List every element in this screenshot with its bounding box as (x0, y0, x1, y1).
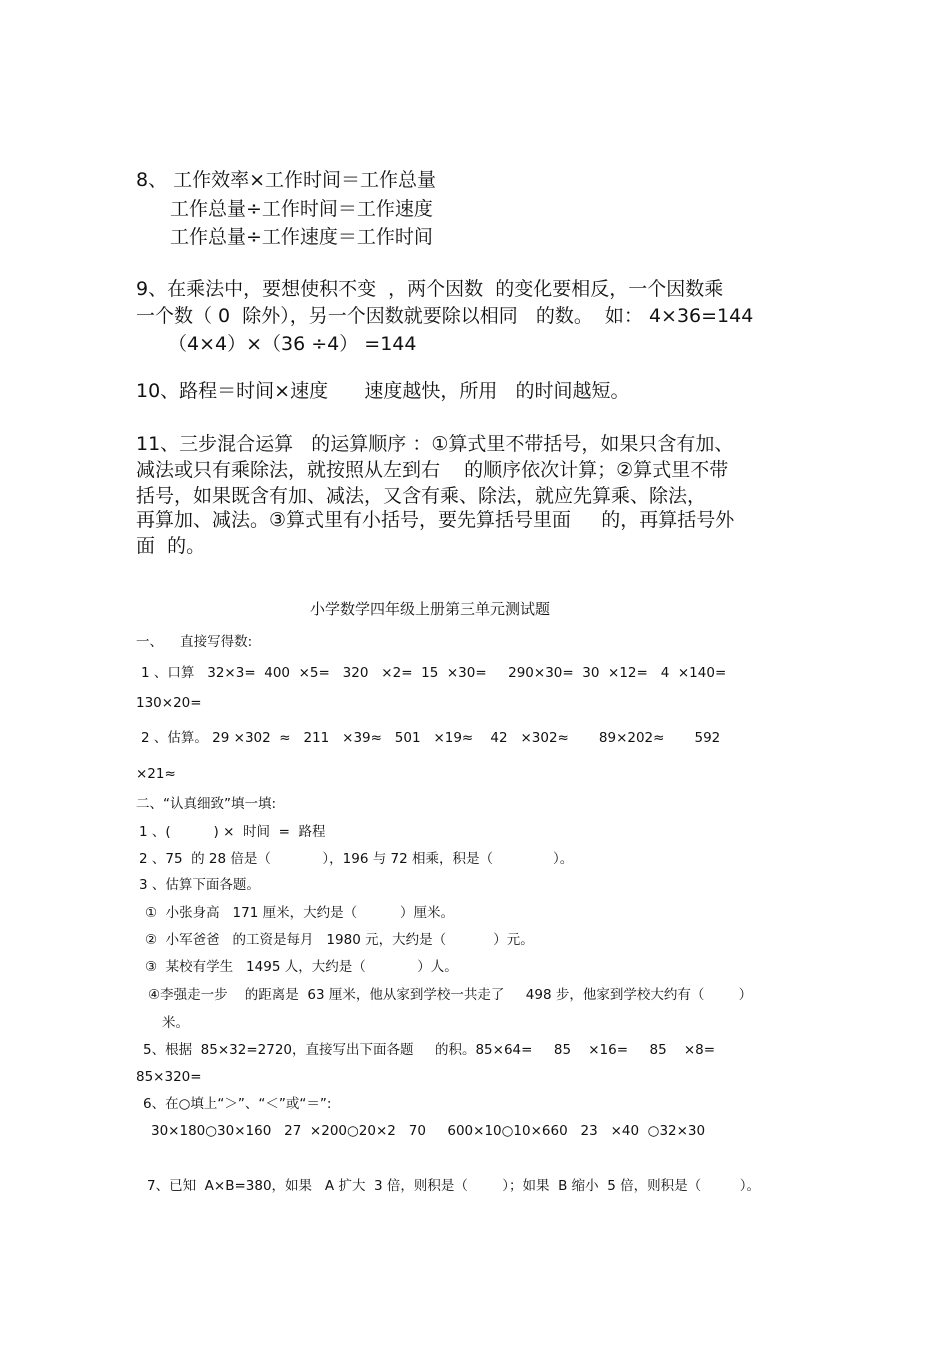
fill-5-line-2: 85×320= (136, 1069, 202, 1085)
fill-5-line-1: 5、根据 85×32=2720，直接写出下面各题 的积。85×64= 85 ×16= 85 ×8= (143, 1042, 716, 1058)
test-title: 小学数学四年级上册第三单元测试题 (310, 600, 551, 618)
fill-3-c: ③ 某校有学生 1495 人，大约是（ ）人。 (145, 959, 458, 975)
note-11-line-2: 减法或只有乘除法，就按照从左到右 的顺序依次计算；②算式里不带 (136, 459, 729, 481)
q2-line-1: 2 、估算。 29 ×302 ≈ 211 ×39≈ 501 ×19≈ 42 ×302≈ 89×202≈ 592 (141, 730, 721, 746)
note-11-line-5: 面 的。 (136, 535, 206, 557)
fill-6-heading: 6、在○填上“＞”、“＜”或“＝”: (143, 1096, 332, 1112)
q1-line-1: 1 、口算 32×3= 400 ×5= 320 ×2= 15 ×30= 290×30= 30 ×12= 4 ×140= (141, 665, 727, 681)
note-11-line-1: 11、三步混合运算 的运算顺序 ：①算式里不带括号，如果只含有加、 (136, 433, 734, 455)
note-9-line-3: （4×4）×（36 ÷4） =144 (168, 333, 417, 355)
note-8-line-2: 工作总量÷工作时间＝工作速度 (170, 198, 433, 220)
fill-3: 3 、估算下面各题。 (139, 877, 260, 893)
note-11-line-4: 再算加、减法。③算式里有小括号，要先算括号里面 的，再算括号外 (136, 509, 735, 531)
fill-3-d-line-2: 米。 (162, 1015, 189, 1031)
note-8-line-1: 8、 工作效率×工作时间＝工作总量 (136, 169, 437, 191)
note-10: 10、路程＝时间×速度 速度越快，所用 的时间越短。 (136, 380, 630, 402)
q1-line-2: 130×20= (136, 695, 202, 711)
fill-3-a: ① 小张身高 171 厘米，大约是（ ）厘米。 (145, 905, 455, 921)
fill-3-d-line-1: ④李强走一步 的距离是 63 厘米，他从家到学校一共走了 498 步，他家到学校大约有（ ） (148, 987, 753, 1003)
fill-3-b: ② 小军爸爸 的工资是每月 1980 元，大约是（ ）元。 (145, 932, 534, 948)
note-8-line-3: 工作总量÷工作速度＝工作时间 (170, 226, 433, 248)
fill-7: 7、已知 A×B=380，如果 A 扩大 3 倍，则积是（ ）；如果 B 缩小 5 倍，则积是（ ）。 (147, 1178, 760, 1194)
section-2-heading: 二、“认真细致”填一填: (136, 796, 277, 812)
note-11-line-3: 括号，如果既含有加、减法，又含有乘、除法，就应先算乘、除法， (136, 485, 707, 507)
fill-1: 1 、( ) × 时间 = 路程 (139, 824, 326, 840)
fill-6-items: 30×180○30×160 27 ×200○20×2 70 600×10○10×660 23 ×40 ○32×30 (151, 1123, 706, 1139)
fill-2: 2 、75 的 28 倍是（ ），196 与 72 相乘，积是（ ）。 (139, 851, 574, 867)
section-1-heading: 一、 直接写得数: (136, 634, 253, 650)
note-9-line-1: 9、在乘法中，要想使积不变 ，两个因数 的变化要相反，一个因数乘 (136, 278, 724, 300)
note-9-line-2: 一个数（ 0 除外），另一个因数就要除以相同 的数。 如： 4×36=144 (136, 305, 754, 327)
q2-line-2: ×21≈ (136, 766, 176, 782)
